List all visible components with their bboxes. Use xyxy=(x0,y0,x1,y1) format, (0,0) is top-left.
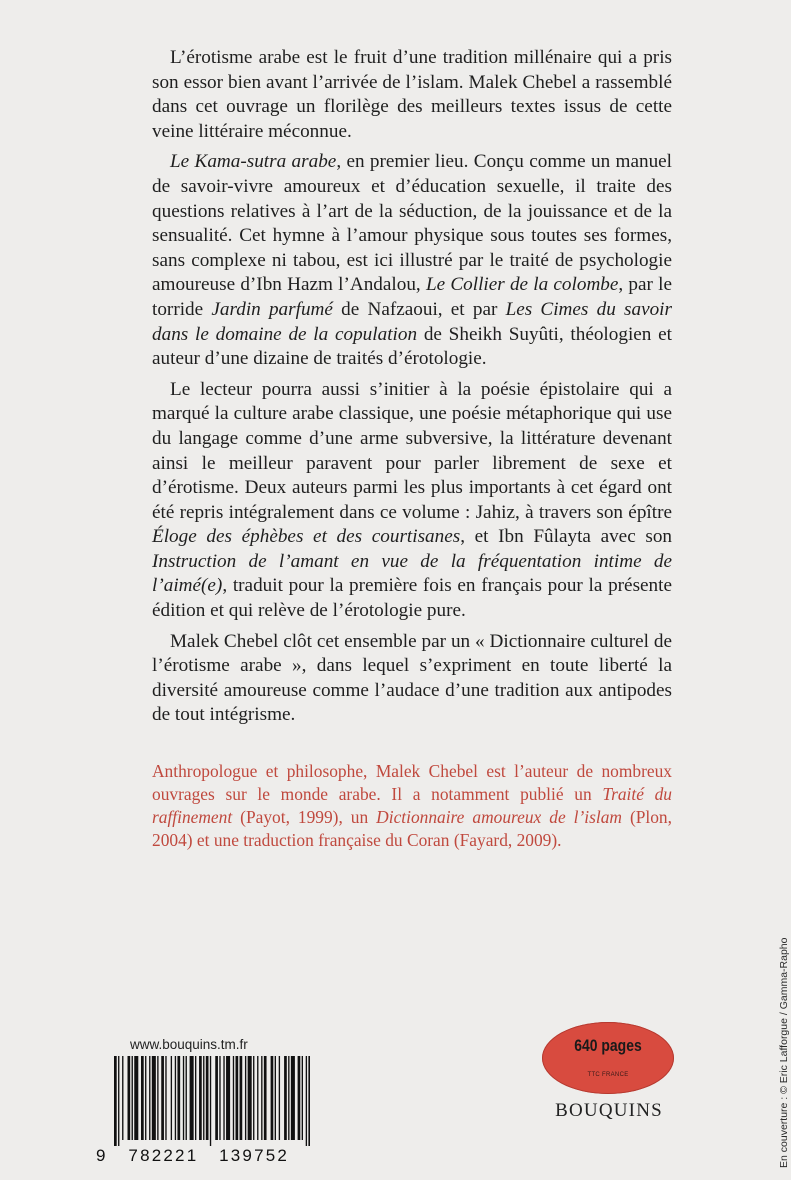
barcode-bar xyxy=(149,1056,150,1140)
blurb-text: Le lecteur pourra aussi s’initier à la poésie épistolaire qui a marqué la culture arabe classique, une poésie métaphorique qui use du langage comme d’une arme subversive, la littérature devenant ainsi le meilleur paravent pour parler librement de sexe et d’érotisme. Deux auteurs parmi les plus importants à cet égard ont été repris intégralement dans ce volume : Jahiz, à travers son épître xyxy=(152,378,672,523)
barcode-bar xyxy=(298,1056,301,1140)
photo-credit: En couverture : © Eric Lafforgue / Gamma-Rapho xyxy=(778,937,790,1168)
blurb-paragraph-4: Malek Chebel clôt cet ensemble par un « Dictionnaire culturel de l’érotisme arabe », dans lequel s’expriment en toute liberté la diversité amoureuse comme l’audace d’une tradition aux antipodes de tout intégrisme. xyxy=(152,630,672,726)
title-dictionnaire: Dictionnaire amoureux de l’islam xyxy=(376,807,622,827)
barcode-bar xyxy=(199,1056,202,1140)
barcode-bar xyxy=(190,1056,194,1140)
barcode-bar xyxy=(203,1056,204,1140)
barcode-bar xyxy=(114,1056,117,1146)
barcode-bar xyxy=(257,1056,258,1140)
blurb xyxy=(152,46,672,734)
barcode-bar xyxy=(226,1056,230,1140)
barcode-bar xyxy=(291,1056,295,1140)
title-eloge: Éloge des éphèbes et des courtisanes xyxy=(152,526,461,548)
bio-text: (Payot, 1999), un xyxy=(232,807,377,827)
barcode-bar xyxy=(279,1056,280,1140)
barcode-bar xyxy=(215,1056,218,1140)
title-cimes: Les Cimes du savoir dans le domaine de la copulation xyxy=(152,298,672,345)
barcode-bar xyxy=(118,1056,119,1146)
title-traite: Traité du raffinement xyxy=(152,784,673,827)
barcode-bar xyxy=(306,1056,307,1146)
isbn-number: 9 782221 139752 xyxy=(96,1146,290,1165)
blurb-paragraph-2 xyxy=(152,150,672,371)
price-region: TTC FRANCE xyxy=(587,1072,629,1078)
barcode-bars xyxy=(114,1056,310,1146)
title-collier: Le Collier de la colombe xyxy=(425,274,619,296)
blurb-text: , par le torride xyxy=(152,274,672,320)
blurb-paragraph-3 xyxy=(152,378,672,624)
barcode-bar xyxy=(271,1056,274,1140)
page-count-badge xyxy=(542,1022,674,1094)
blurb-text: , et Ibn Fûlayta avec son xyxy=(460,526,673,548)
barcode-bar xyxy=(223,1056,224,1140)
barcode-bar xyxy=(171,1056,172,1140)
publisher-url: www.bouquins.tm.fr xyxy=(130,1037,248,1052)
barcode-bar xyxy=(219,1056,220,1140)
barcode-bar xyxy=(157,1056,158,1140)
barcode-bar xyxy=(264,1056,267,1140)
blurb-text: , en premier lieu. Conçu comme un manuel de savoir-vivre amoureux et d’éducation sexuelle, il traite des questions relatives à l’art de la séduction, de la jouissance et de la sensualité. Cet hymne à l’amour physique sous toutes ses formes, sans complexe ni tabou, est ici illustré par le traité de psychologie amoureuse d’Ibn Hazm l’Andalou, xyxy=(152,151,673,296)
barcode-bar xyxy=(183,1056,184,1140)
author-bio-text xyxy=(152,760,672,852)
barcode-bar xyxy=(122,1056,123,1140)
barcode-bar xyxy=(152,1056,156,1140)
barcode-bar xyxy=(236,1056,239,1140)
barcode-bar xyxy=(261,1056,262,1140)
publisher-name: BOUQUINS xyxy=(555,1100,663,1121)
barcode-bar xyxy=(128,1056,131,1140)
barcode-bar xyxy=(145,1056,146,1140)
blurb-text: de Sheikh Suyûti, théologien et auteur d’une dizaine de traités d’érotologie. xyxy=(152,323,672,370)
barcode-bar xyxy=(206,1056,209,1140)
barcode-bar xyxy=(186,1056,187,1140)
barcode-bar xyxy=(288,1056,289,1140)
bio-text: (Plon, 2004) et une traduction française du Coran (Fayard, 2009). xyxy=(152,807,672,850)
author-bio xyxy=(152,760,672,852)
barcode-bar xyxy=(275,1056,276,1140)
barcode-bar xyxy=(302,1056,303,1140)
barcode-bar xyxy=(161,1056,164,1140)
barcode-bar xyxy=(233,1056,234,1140)
barcode-bar xyxy=(240,1056,243,1140)
barcode-bar xyxy=(165,1056,166,1140)
barcode-bar xyxy=(245,1056,246,1140)
bio-text: Anthropologue et philosophe, Malek Chebel est l’auteur de nombreux ouvrages sur le monde arabe. Il a notamment publié un xyxy=(152,761,672,804)
barcode-bar xyxy=(175,1056,176,1140)
page-count: 640 pages xyxy=(574,1036,642,1055)
title-jardin: Jardin parfumé xyxy=(211,298,333,320)
barcode-bar xyxy=(248,1056,252,1140)
barcode-bar xyxy=(195,1056,196,1140)
barcode-bar xyxy=(210,1056,211,1146)
title-instruction: Instruction de l’amant en vue de la fréquentation intime de l’aimé(e) xyxy=(152,550,672,597)
blurb-text: , traduit pour la première fois en français pour la présente édition et qui relève de l’érotologie pure. xyxy=(152,575,672,622)
barcode-bar xyxy=(132,1056,133,1140)
barcode-bar xyxy=(253,1056,254,1140)
barcode-bar xyxy=(308,1056,310,1146)
barcode-bar xyxy=(134,1056,138,1140)
title-kama-sutra: Le Kama-sutra arabe xyxy=(170,151,337,173)
blurb-text: de Nafzaoui, et par xyxy=(332,298,506,320)
barcode-bar xyxy=(177,1056,180,1140)
barcode-bar xyxy=(141,1056,144,1140)
barcode-bar xyxy=(284,1056,287,1140)
blurb-paragraph-1: L’érotisme arabe est le fruit d’une tradition millénaire qui a pris son essor bien avant l’arrivée de l’islam. Malek Chebel a rassemblé dans cet ouvrage un florilège des meilleurs textes issus de cette veine littéraire méconnue. xyxy=(152,47,672,142)
